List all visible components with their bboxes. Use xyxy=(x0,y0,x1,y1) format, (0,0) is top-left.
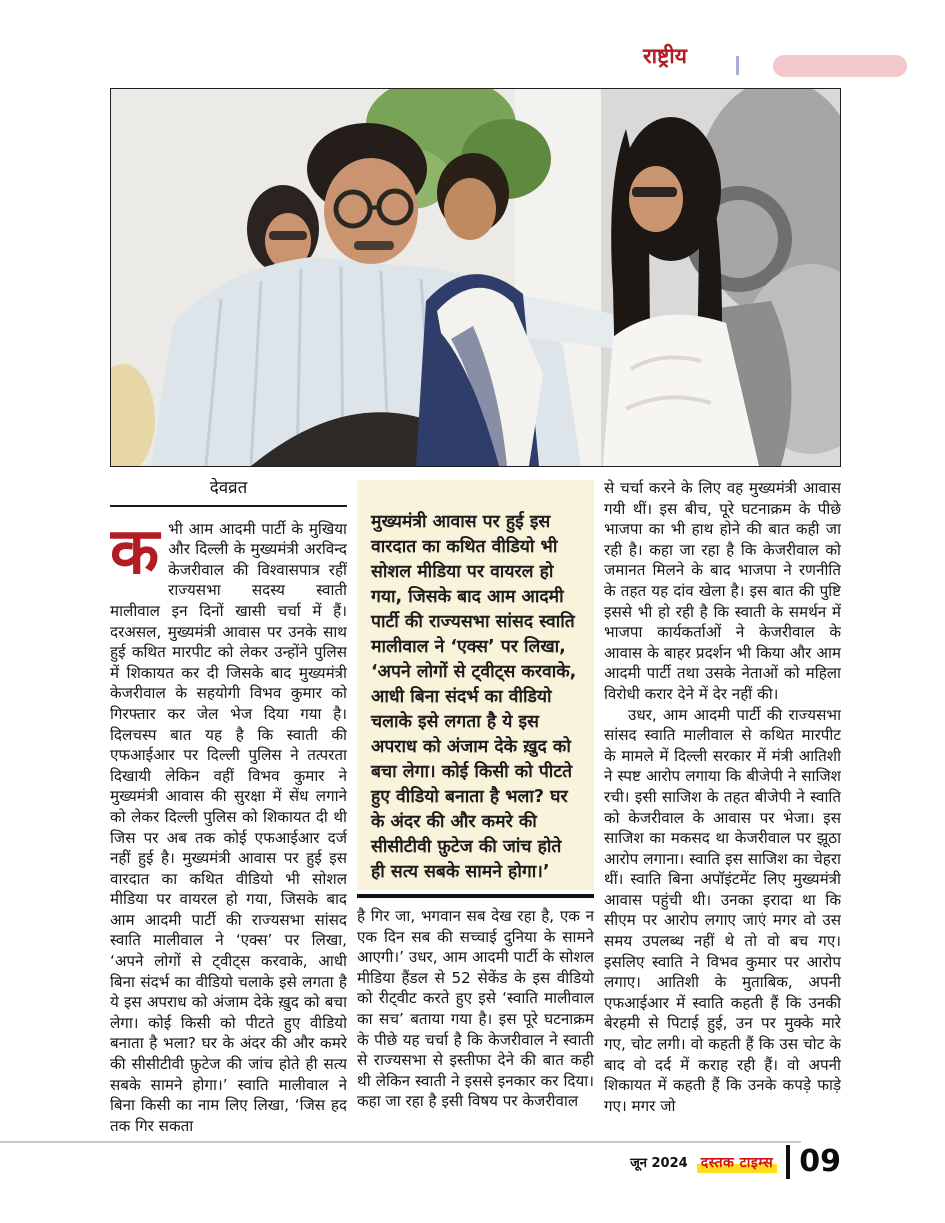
article-paragraph xyxy=(110,514,347,1137)
column2-text: है गिर जा, भगवान सब देख रहा है, एक न एक दिन सब की सच्चाई दुनिया के सामने आएगी।’ उधर, आम आदमी पार्टी के सोशल मीडिया हैंडल से 52 सेकेंड के इस वीडियो को रीट्वीट करते हुए इसे ‘स्वाति मालीवाल का सच’ बताया गया है। इस पूरे घटनाक्रम के पीछे यह चर्चा है कि केजरीवाल ने स्वाती से राज्यसभा से इस्तीफा देने की बात कही थी लेकिन स्वाती ने इससे इनकार कर दिया। कहा जा रहा है इसी विषय पर केजरीवाल xyxy=(357,907,594,1111)
page-number: 09 xyxy=(799,1144,841,1179)
column3-paragraph-1: से चर्चा करने के लिए वह मुख्यमंत्री आवास गयी थीं। इस बीच, पूरे घटनाक्रम के पीछे भाजपा का भी हाथ होने की बात कही जा रही है। कहा जा रहा है कि केजरीवाल को जमानत मिलने के बाद भाजपा ने रणनीति के तहत यह दांव खेला है। इस बात की पुष्टि इससे भी हो रही है कि स्वाती के समर्थन में भाजपा कार्यकर्ताओं ने केजरीवाल के आवास के बाहर प्रदर्शन भी किया और आम आदमी पार्टी तथा उसके नेताओं को महिला विरोधी करार देने में देर नहीं की। xyxy=(604,479,841,703)
article-photo xyxy=(110,88,841,467)
article-column-2 xyxy=(357,906,594,1138)
column3-paragraph-2: उधर, आम आदमी पार्टी की राज्यसभा सांसद स्वाति मालीवाल से कथित मारपीट के मामले में दिल्ली सरकार में मंत्री आतिशी ने स्पष्ट आरोप लगाया कि बीजेपी ने साजिश रची। इसी साजिश के तहत बीजेपी ने स्वाति को केजरीवाल के आवास पर भेजा। इस साजिश का मकसद था केजरीवाल पर झूठा आरोप लगाना। स्वाति इस साजिश का चेहरा थीं। स्वाति बिना अपॉइंटमेंट लिए मुख्यमंत्री आवास पहुंची थी। उनका इरादा था कि सीएम पर आरोप लगाए जाएं मगर वो उस समय उपलब्ध नहीं थे तो वो बच गए। इसलिए स्वाति ने विभव कुमार पर आरोप लगाए। आतिशी के मुताबिक, अपनी एफआईआर में स्वाति कहती हैं कि उनकी बेरहमी से पिटाई हुई, उन पर मुक्के मारे गए, चोट लगी। वो कहती हैं कि उस चोट के बाद वो दर्द में कराह रही हैं। वो अपनी शिकायत में कहती हैं कि उनके कपड़े फाड़े गए। मगर जो xyxy=(604,705,841,1115)
column1-text: भी आम आदमी पार्टी के मुखिया और दिल्ली के मुख्यमंत्री अरविन्द केजरीवाल की विश्वासपात्र रहीं राज्यसभा सदस्य स्वाती मालीवाल इन दिनों खासी चर्चा में हैं। दरअसल, मुख्यमंत्री आवास पर उनके साथ हुई कथित मारपीट को लेकर उन्होंने पुलिस में शिकायत कर दी जिसके बाद मुख्यमंत्री केजरीवाल के सहयोगी विभव कुमार को गिरफ्तार कर जेल भेज दिया गया है। दिलचस्प बात यह है कि स्वाती की एफआईआर पर दिल्ली पुलिस ने तत्परता दिखायी लेकिन वहीं विभव कुमार ने मुख्यमंत्री आवास की सुरक्षा में सेंध लगाने को लेकर दिल्ली पुलिस को शिकायत दी थी जिस पर अब तक कोई एफआईआर दर्ज नहीं हुई है। मुख्यमंत्री आवास पर हुई इस वारदात का कथित वीडियो भी सोशल मीडिया पर वायरल हो गया, जिसके बाद आम आदमी पार्टी की राज्यसभा सांसद स्वाति मालीवाल ने ‘एक्स’ पर लिखा, ‘अपने लोगों से ट्वीट्स करवाके, आधी बिना संदर्भ का वीडियो चलाके इसे लगता है ये इस अपराध को अंजाम देके ख़ुद को बचा लेगा। कोई किसी को पीटते हुए वीडियो बनाता है भला? घर के अंदर की और कमरे की सीसीटीवी फ़ुटेज की जांच होते ही सत्य सबके सामने होगा।’ स्वाति मालीवाल ने बिना किसी का नाम लिए लिखा, ‘जिस हद तक गिर सकता xyxy=(110,519,347,1135)
article-column-3 xyxy=(604,478,841,1140)
byline: देवव्रत xyxy=(110,478,347,507)
footer xyxy=(560,1144,841,1180)
masthead-pill xyxy=(773,55,907,77)
footer-date: जून 2024 xyxy=(630,1156,688,1171)
pullquote-bottom-rule xyxy=(357,894,594,898)
article-column-1 xyxy=(110,478,347,1140)
pullquote-box xyxy=(357,480,594,890)
photo-illustration xyxy=(111,89,840,466)
drop-cap: क xyxy=(110,514,160,589)
footer-rule xyxy=(0,1141,801,1143)
pullquote-text: मुख्यमंत्री आवास पर हुई इस वारदात का कथित वीडियो भी सोशल मीडिया पर वायरल हो गया, जिसके बाद आम आदमी पार्टी की राज्यसभा सांसद स्वाति मालीवाल ने ‘एक्स’ पर लिखा, ‘अपने लोगों से ट्वीट्स करवाके, आधी बिना संदर्भ का वीडियो चलाके इसे लगता है ये इस अपराध को अंजाम देके ख़ुद को बचा लेगा। कोई किसी को पीटते हुए वीडियो बनाता है भला? घर के अंदर की और कमरे की सीसीटीवी फ़ुटेज की जांच होते ही सत्य सबके सामने होगा।’ xyxy=(371,512,577,882)
magazine-logo: दस्तक टाइम्स xyxy=(697,1152,778,1173)
section-label: राष्ट्रीय xyxy=(643,44,687,68)
footer-divider-bar xyxy=(786,1145,790,1179)
header-divider xyxy=(736,56,739,75)
